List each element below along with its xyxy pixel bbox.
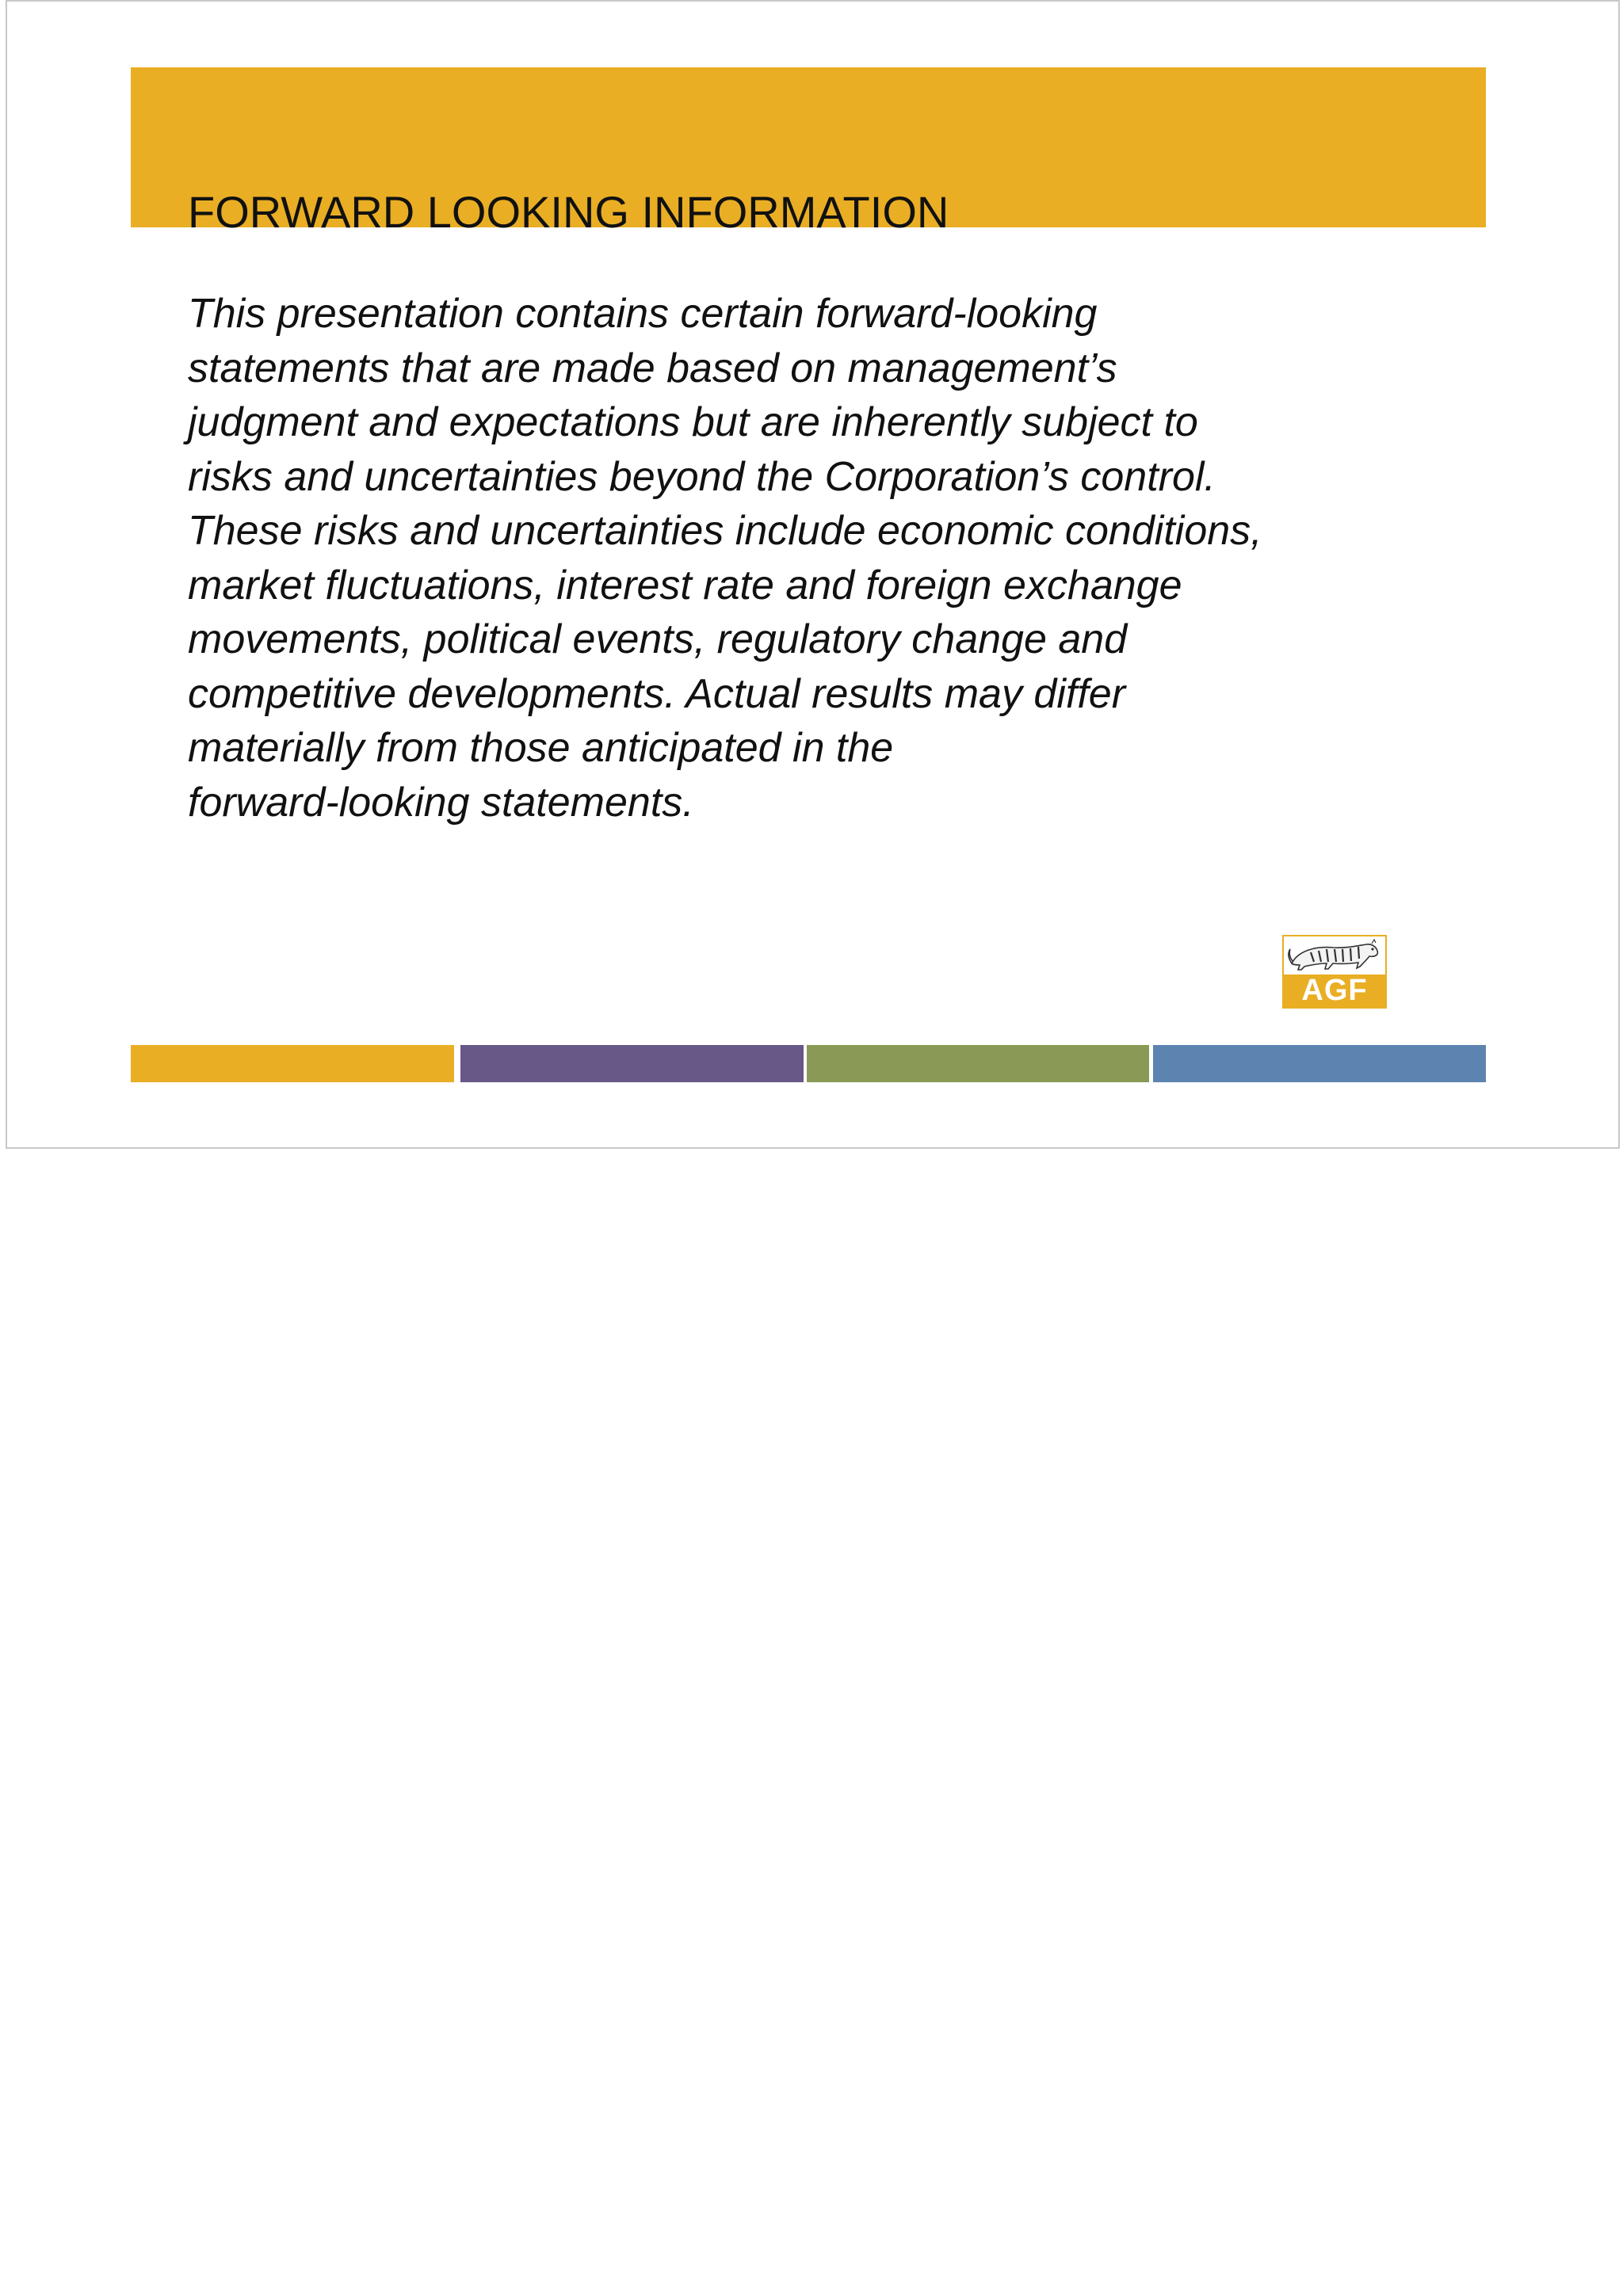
agf-logo [1282, 935, 1387, 1009]
body-line: market fluctuations, interest rate and foreign exchange [188, 562, 1182, 608]
tiger-icon [1284, 936, 1385, 974]
slide-title: FORWARD LOOKING INFORMATION [188, 187, 949, 237]
slide-body [188, 287, 1424, 830]
body-line: judgment and expectations but are inherently subject to [188, 399, 1198, 445]
footer-bar-green [807, 1045, 1149, 1082]
body-line: forward-looking statements. [188, 779, 694, 826]
footer-bar-gold [131, 1045, 454, 1082]
logo-wordmark: AGF [1284, 974, 1385, 1007]
body-line: These risks and uncertainties include economic conditions, [188, 508, 1262, 554]
body-line: This presentation contains certain forward-looking [188, 291, 1098, 337]
body-line: risks and uncertainties beyond the Corporation’s control. [188, 453, 1216, 500]
body-line: competitive developments. Actual results may differ [188, 670, 1126, 717]
body-line: statements that are made based on management’s [188, 345, 1117, 391]
footer-bar-blue [1153, 1045, 1486, 1082]
body-line: movements, political events, regulatory change and [188, 616, 1128, 662]
footer-bar-purple [460, 1045, 804, 1082]
body-line: materially from those anticipated in the [188, 725, 894, 771]
